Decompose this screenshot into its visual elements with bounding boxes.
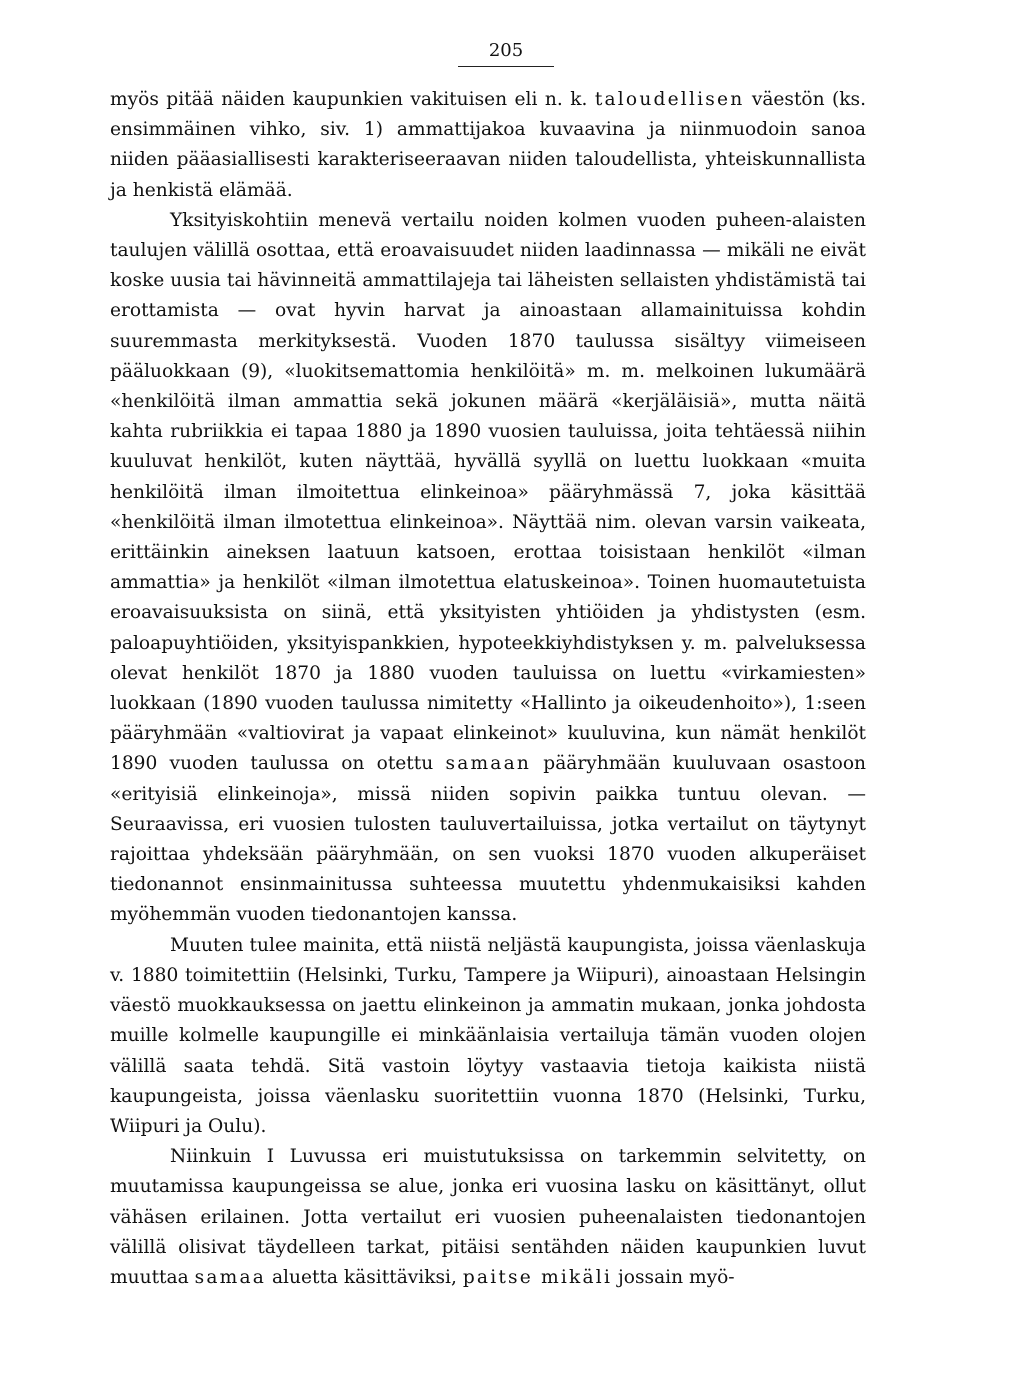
document-page xyxy=(110,40,866,1293)
spaced-text: paitse mikäli xyxy=(462,1266,613,1288)
paragraph xyxy=(110,1142,866,1293)
paragraph xyxy=(110,931,866,1142)
text-run: jossain myö- xyxy=(612,1266,735,1288)
text-run: Yksityiskohtiin menevä vertailu noiden kolmen vuoden puheen-alaisten taulujen välillä osottaa, että eroavaisuudet niiden laadinnassa — mikäli ne eivät koske uusia tai hävinneitä ammattilajeja tai läheisten sellaisten yhdistämistä tai erottamista — ovat hyvin harvat ja ainoastaan allamainituissa kohdin suuremmasta merkityksestä. Vuoden 1870 taulussa sisältyy viimeiseen pääluokkaan (9), «luokitsemattomia henkilöitä» m. m. melkoinen lukumäärä «henkilöitä ilman ammattia sekä jokunen määrä «kerjäläisiä», mutta näitä kahta rubriikkia ei tapaa 1880 ja 1890 vuosien tauluissa, joita tehtäessä niihin kuuluvat henkilöt, kuten näyttää, hyvällä syyllä on luettu luokkaan «muita henkilöitä ilman ilmoitettua elinkeinoa» pääryhmässä 7, joka käsittää «henkilöitä ilman ilmotettua elinkeinoa». Näyttää nim. olevan varsin vaikeata, erittäinkin aineksen laatuun katsoen, erottaa toisistaan henkilöt «ilman ammattia» ja henkilöt «ilman ilmotettua elatuskeinoa». Toinen huomautetuista eroavaisuuksista on siinä, että yksityisten yhtiöiden ja yhdistysten (esm. paloapuyhtiöiden, yksityispankkien, hypoteekkiyhdistyksen y. m. palveluksessa olevat henkilöt 1870 ja 1880 vuoden tauluissa on luettu «virkamiesten» luokkaan (1890 vuoden taulussa nimitetty «Hallinto ja oikeudenhoito»), 1:seen pääryhmään «valtiovirat ja vapaat elinkeinot» kuuluvina, kun nämät henkilöt 1890 vuoden taulussa on otettu xyxy=(110,209,866,775)
text-run: aluetta käsittäviksi, xyxy=(266,1266,463,1288)
paragraph xyxy=(110,206,866,931)
spaced-text: taloudellisen xyxy=(594,89,745,110)
text-run: Niinkuin I Luvussa eri muistutuksissa on tarkemmin selvitetty, on muutamissa kaupungeissa se alue, jonka eri vuosina lasku on käsittänyt, ollut vähäsen erilainen. Jotta vertailut eri vuosien puheenalaisten tiedonantojen välillä olisivat täydelleen tarkat, pitäisi sentähden näiden kaupunkien luvut muuttaa xyxy=(110,1146,866,1288)
spaced-text: samaa xyxy=(194,1266,267,1288)
page-number: 205 xyxy=(488,40,524,61)
text-run: väestön (ks. ensimmäinen vihko, siv. 1) ammattijakoa kuvaavina ja niinmuodoin sanoa niiden pääasiallisesti karakteriseeraavan niiden taloudellista, yhteiskunnallista ja henkistä elämää. xyxy=(110,89,867,201)
body-text xyxy=(110,85,866,1293)
text-run: pääryhmään kuuluvaan osastoon «erityisiä elinkeinoja», missä niiden sopivin paikka tuntuu olevan. — Seuraavissa, eri vuosien tulosten tauluvertailuissa, jotka vertailut on täytynyt rajoittaa yhdeksään pääryhmään, on sen vuoksi 1870 vuoden alkuperäiset tiedonannot ensinmainitussa suhteessa muutettu yhdenmukaisiksi kahden myöhemmän vuoden tiedonantojen kanssa. xyxy=(110,753,866,926)
page-number-rule xyxy=(458,66,554,67)
paragraph xyxy=(110,85,866,206)
text-run: myös pitää näiden kaupunkien vakituisen eli n. k. xyxy=(110,89,595,110)
spaced-text: samaan xyxy=(445,753,532,775)
text-run: Muuten tulee mainita, että niistä neljästä kaupungista, joissa väenlaskuja v. 1880 toimitettiin (Helsinki, Turku, Tampere ja Wiipuri), ainoastaan Helsingin väestö muokkauksessa on jaettu elinkeinon ja ammatin mukaan, jonka johdosta muille kolmelle kaupungille ei minkäänlaisia vertailuja tämän vuoden olojen välillä saata tehdä. Sitä vastoin löytyy vastaavia tietoja kaikista niistä kaupungeista, joissa väenlasku suoritettiin vuonna 1870 (Helsinki, Turku, Wiipuri ja Oulu). xyxy=(110,934,866,1137)
